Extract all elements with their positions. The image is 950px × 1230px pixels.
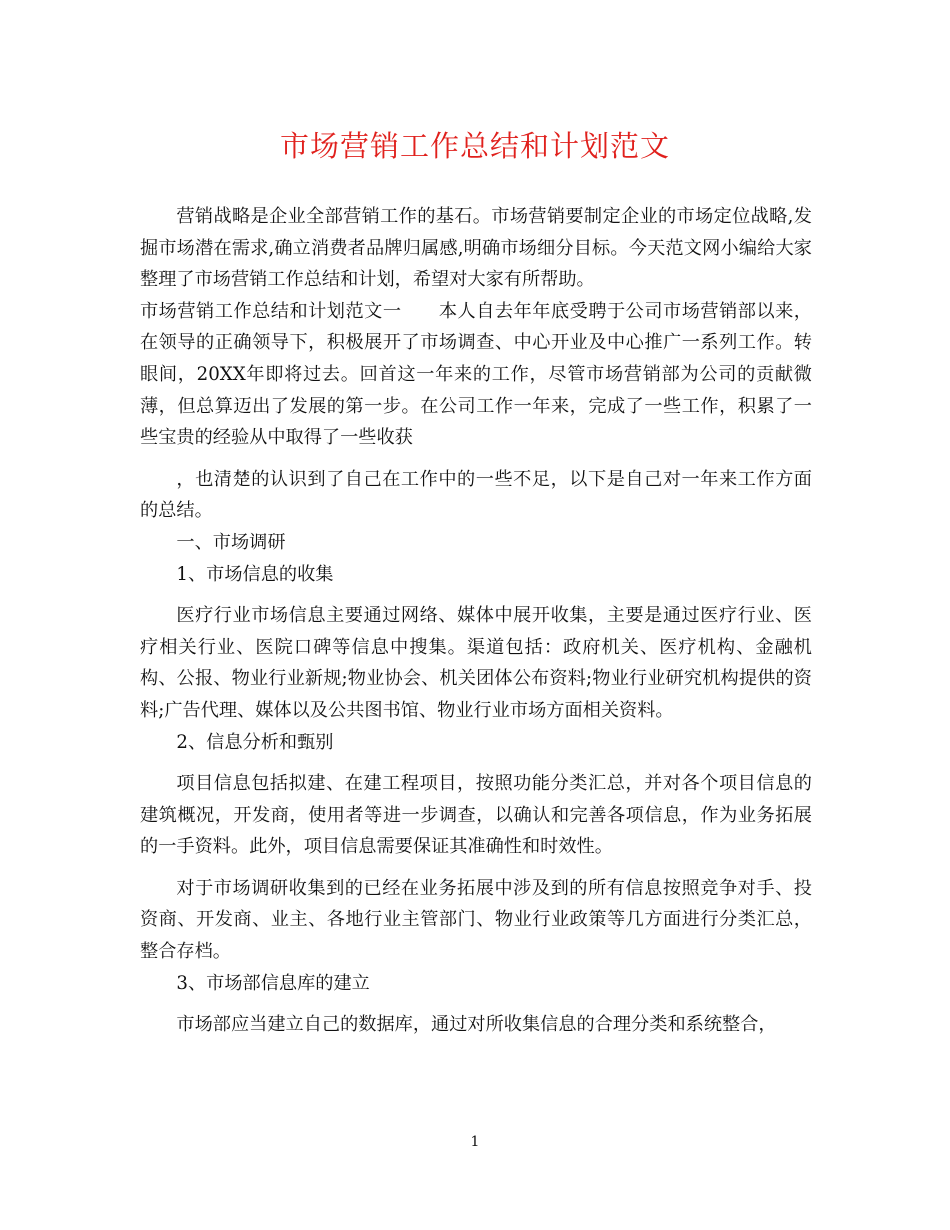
paragraph-intro: 营销战略是企业全部营销工作的基石。市场营销要制定企业的市场定位战略,发掘市场潜在需求,确立消费者品牌归属感,明确市场细分目标。今天范文网小编给大家整理了市场营销工作总结和计划，希望对大家有所帮助。 xyxy=(140,206,812,291)
heading-market-research: 一、市场调研 xyxy=(176,531,286,553)
paragraph-continuation: ，也清楚的认识到了自己在工作中的一些不足，以下是自己对一年来工作方面的总结。 xyxy=(140,468,812,522)
document-title: 市场营销工作总结和计划范文 xyxy=(279,129,670,163)
heading-info-collection: 1、市场信息的收集 xyxy=(176,563,334,585)
paragraph-info-database: 市场部应当建立自己的数据库，通过对所收集信息的合理分类和系统整合， xyxy=(176,1014,777,1036)
paragraph-info-collection: 医疗行业市场信息主要通过网络、媒体中展开收集，主要是通过医疗行业、医疗相关行业、医院口碑等信息中搜集。渠道包括：政府机关、医疗机构、金融机构、公报、物业行业新规;物业协会、机关团体公布资料;物业行业研究机构提供的资料;广告代理、媒体以及公共图书馆、物业行业市场方面相关资料。 xyxy=(140,605,812,721)
page-number: 1 xyxy=(470,1134,480,1150)
heading-info-analysis: 2、信息分析和甄别 xyxy=(176,731,334,753)
paragraph-section-one-intro: 市场营销工作总结和计划范文一 本人自去年年底受聘于公司市场营销部以来，在领导的正确领导下，积极展开了市场调查、中心开业及中心推广一系列工作。转眼间，20XX年即将过去。回首这一年来的工作，尽管市场营销部为公司的贡献微薄，但总算迈出了发展的第一步。在公司工作一年来，完成了一些工作，积累了一些宝贵的经验从中取得了一些收获 xyxy=(140,300,812,449)
paragraph-research-summary: 对于市场调研收集到的已经在业务拓展中涉及到的所有信息按照竞争对手、投资商、开发商、业主、各地行业主管部门、物业行业政策等几方面进行分类汇总，整合存档。 xyxy=(140,877,812,963)
paragraph-project-info: 项目信息包括拟建、在建工程项目，按照功能分类汇总，并对各个项目信息的建筑概况，开发商，使用者等进一步调查，以确认和完善各项信息，作为业务拓展的一手资料。此外，项目信息需要保证其准确性和时效性。 xyxy=(140,773,812,858)
document-body xyxy=(140,201,812,1041)
heading-info-database: 3、市场部信息库的建立 xyxy=(176,972,370,994)
